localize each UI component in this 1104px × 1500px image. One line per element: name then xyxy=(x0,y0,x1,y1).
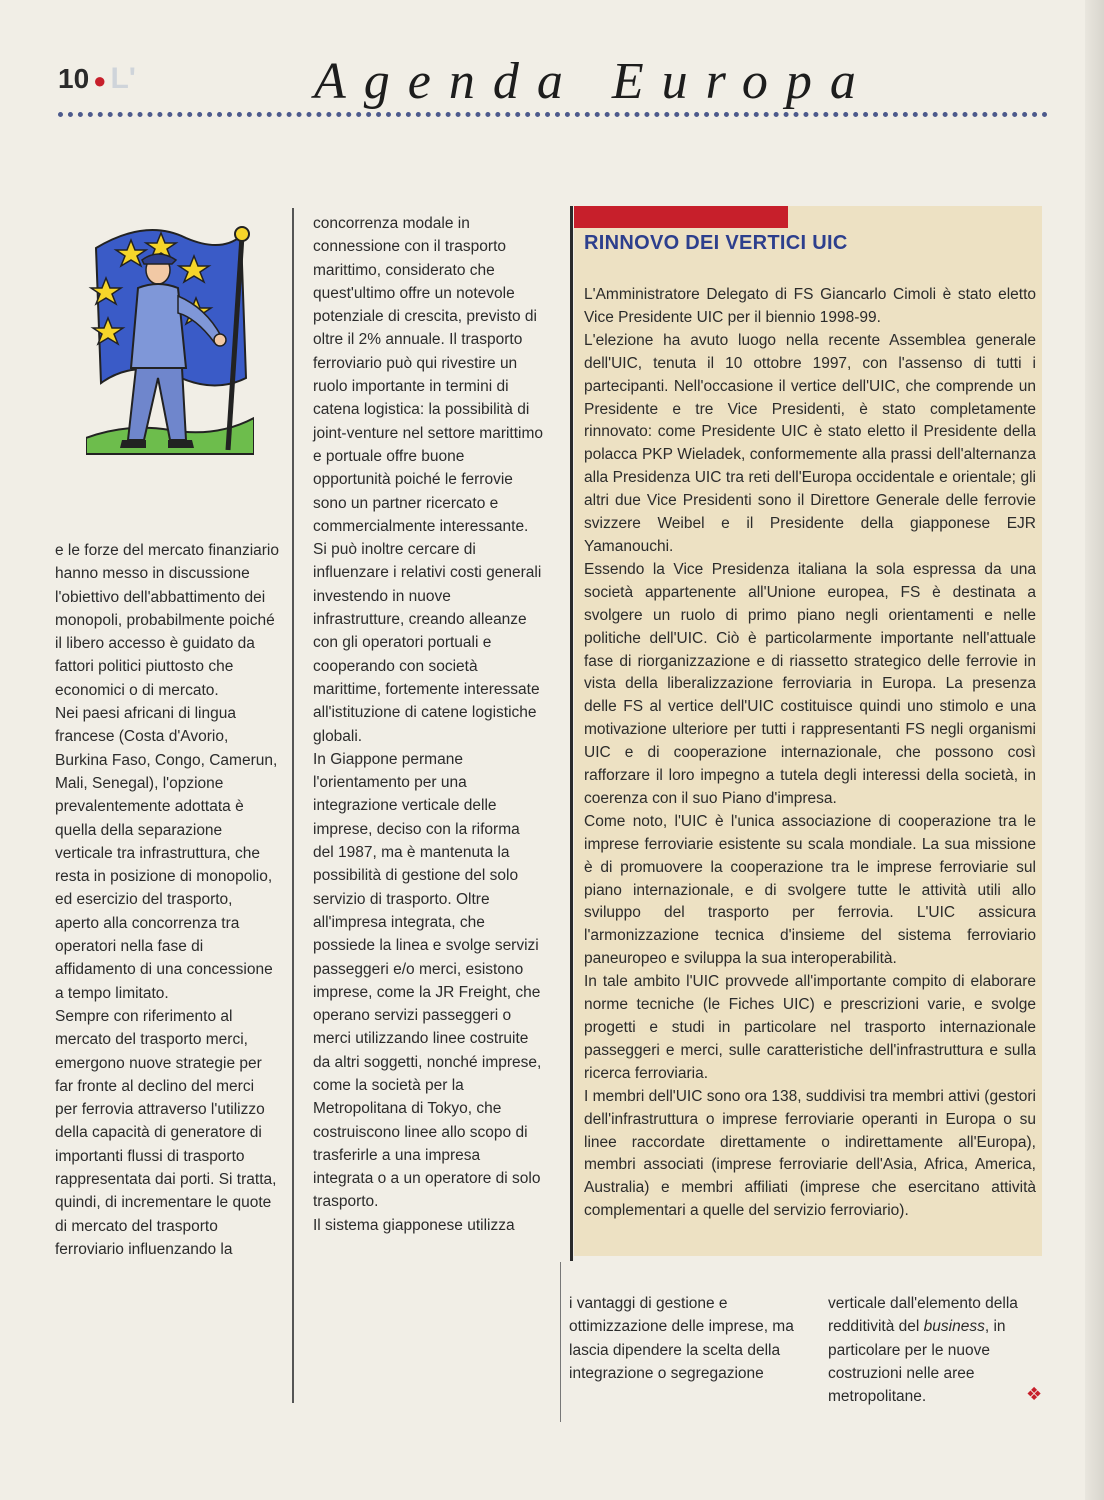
page-header xyxy=(58,52,1048,112)
sidebar-edge xyxy=(570,206,573,1261)
page-number: 10 xyxy=(58,63,90,94)
bullet-icon: ● xyxy=(93,68,107,93)
column-divider-2 xyxy=(560,1262,561,1422)
text-run: verticale dall'elemento della redditività del xyxy=(828,1295,1018,1336)
text-column-2 xyxy=(313,212,543,1237)
paragraph: Il sistema giapponese utilizza xyxy=(313,1216,515,1234)
paragraph: In Giappone permane l'orientamento per una integrazione verticale delle imprese, deciso con la riforma del 1987, ma è mantenuta la possibilità di gestione del solo servizio di trasporto. Oltre all'impresa integrata, che possiede la linea e svolge servizi passeggeri e/o merci, esistono imprese, come la JR Freight, che operano servizi passeggeri o merci utilizzando linee costruite da altri soggetti, nonché imprese, come la società per la Metropolitana di Tokyo, che costruiscono linee allo scopo di trasferirle a una impresa integrata o a un operatore di solo trasporto. xyxy=(313,750,542,1211)
end-of-article-icon: ❖ xyxy=(1026,1384,1043,1404)
magazine-logo: L' xyxy=(110,62,136,95)
text-column-3a xyxy=(569,1292,799,1385)
sidebar-body xyxy=(584,284,1036,1223)
paragraph: L'elezione ha avuto luogo nella recente Assemblea generale dell'UIC, tenuta il 10 ottobre 1997, con l'assenso di tutti i partecipanti. Nell'occasione il vertice dell'UIC, che comprende un Presidente e tre Vice Presidenti, è stato completamente rinnovato: come Presidente UIC è stato eletto il Presidente della polacca PKP Wieladek, conformemente alla prassi dell'alternanza alla Presidenza UIC tra reti dell'Europa occidentale e orientale; gli altri due Vice Presidenti sono il Direttore Generale delle ferrovie svizzere Weibel e il Presidente della giapponese EJR Yamanouchi. xyxy=(584,331,1036,555)
column-divider-1 xyxy=(292,208,294,1403)
uic-sidebar-box xyxy=(574,206,1042,1256)
paragraph: Nei paesi africani di lingua francese (Costa d'Avorio, Burkina Faso, Congo, Camerun, Mali, Senegal), l'opzione prevalentemente adottata è quella della separazione verticale tra infrastruttura, che resta in posizione di monopolio, ed esercizio del trasporto, aperto alla concorrenza tra operatori nella fase di affidamento di una concessione a tempo limitato. xyxy=(55,705,278,1002)
paragraph: i vantaggi di gestione e ottimizzazione delle imprese, ma lascia dipendere la scelta della integrazione o segregazione xyxy=(569,1295,794,1382)
section-title: Agenda Europa xyxy=(314,53,874,110)
paragraph: Sempre con riferimento al mercato del trasporto merci, emergono nuove strategie per far fronte al declino del merci per ferrovia attraverso l'utilizzo della capacità di generatore di importanti flussi di trasporto rappresentata dai porti. Si tratta, quindi, di incrementare le quote di mercato del trasporto ferroviario influenzando la xyxy=(55,1007,277,1258)
paragraph: L'Amministratore Delegato di FS Giancarlo Cimoli è stato eletto Vice Presidente UIC per il biennio 1998-99. xyxy=(584,286,1036,326)
sidebar-red-bar xyxy=(574,206,788,228)
sidebar-title: RINNOVO DEI VERTICI UIC xyxy=(584,232,848,254)
text-run: , in particolare per le nuove costruzioni nelle aree metropolitane. xyxy=(828,1318,1006,1406)
italic-word: business xyxy=(923,1318,985,1336)
page-number-block xyxy=(58,62,136,96)
eu-flag-man-illustration xyxy=(86,218,254,468)
paragraph: Come noto, l'UIC è l'unica associazione di cooperazione tra le imprese ferroviarie esistente su scala mondiale. La sua missione è di promuovere la cooperazione tra le imprese ferroviarie sul piano internazionale, e di svolgere tutte le attività utili allo sviluppo del trasporto per ferrovia. L'UIC assicura l'armonizzazione tecnica d'insieme del sistema ferroviario paneuropeo e sviluppa la sua interoperabilità. xyxy=(584,812,1036,968)
paragraph: e le forze del mercato finanziario hanno messo in discussione l'obiettivo dell'abbattimento dei monopoli, probabilmente poiché il libero accesso è guidato da fattori politici piuttosto che economici o di mercato. xyxy=(55,542,280,699)
header-dotted-rule xyxy=(58,112,1048,117)
scan-edge xyxy=(1085,0,1104,1500)
paragraph: In tale ambito l'UIC provvede all'importante compito di elaborare norme tecniche (le Fiches UIC) e prescrizioni varie, e svolge progetti e studi in particolare nel trasporto internazionale passeggeri e merci, sulle caratteristiche dell'infrastruttura e sulla ricerca ferroviaria. xyxy=(584,973,1036,1082)
paragraph: Essendo la Vice Presidenza italiana la sola espressa da una società appartenente all'Unione europea, FS è destinata a svolgere un ruolo di primo piano negli orientamenti e nelle politiche dell'UIC. Ciò è particolarmente importante nell'attuale fase di riorganizzazione e di riassetto strategico delle ferrovie in vista della liberalizzazione ferroviaria in Europa. La presenza delle FS al vertice dell'UIC costituisce quindi uno stimolo e una motivazione ulteriore per tutti i rappresentanti FS negli organismi UIC e di cooperazione internazionale, che possono così rafforzare il loro impegno a tutela degli interessi della società, in coerenza con il suo Piano d'impresa. xyxy=(584,560,1036,807)
text-column-1 xyxy=(55,539,280,1261)
paragraph: concorrenza modale in connessione con il trasporto marittimo, considerato che quest'ultimo offre un notevole potenziale di crescita, previsto di oltre il 2% annuale. Il trasporto ferroviario può qui rivestire un ruolo importante in termini di catena logistica: la possibilità di joint-venture nel settore marittimo e portuale offre buone opportunità poiché le ferrovie sono un partner ricercato e commercialmente interessante. Si può inoltre cercare di influenzare i relativi costi generali investendo in nuove infrastrutture, creando alleanze con gli operatori portuali e cooperando con società marittime, fortemente interessate all'istituzione di catene logistiche globali. xyxy=(313,215,544,745)
paragraph: I membri dell'UIC sono ora 138, suddivisi tra membri attivi (gestori dell'infrastruttura o imprese ferroviarie operanti in Europa o su linee raccordate direttamente o indirettamente all'Europa), membri associati (imprese ferroviarie dell'Asia, Africa, America, Australia) e membri affiliati (imprese che esercitano attività complementari a quelle del servizio ferroviario). xyxy=(584,1087,1036,1220)
